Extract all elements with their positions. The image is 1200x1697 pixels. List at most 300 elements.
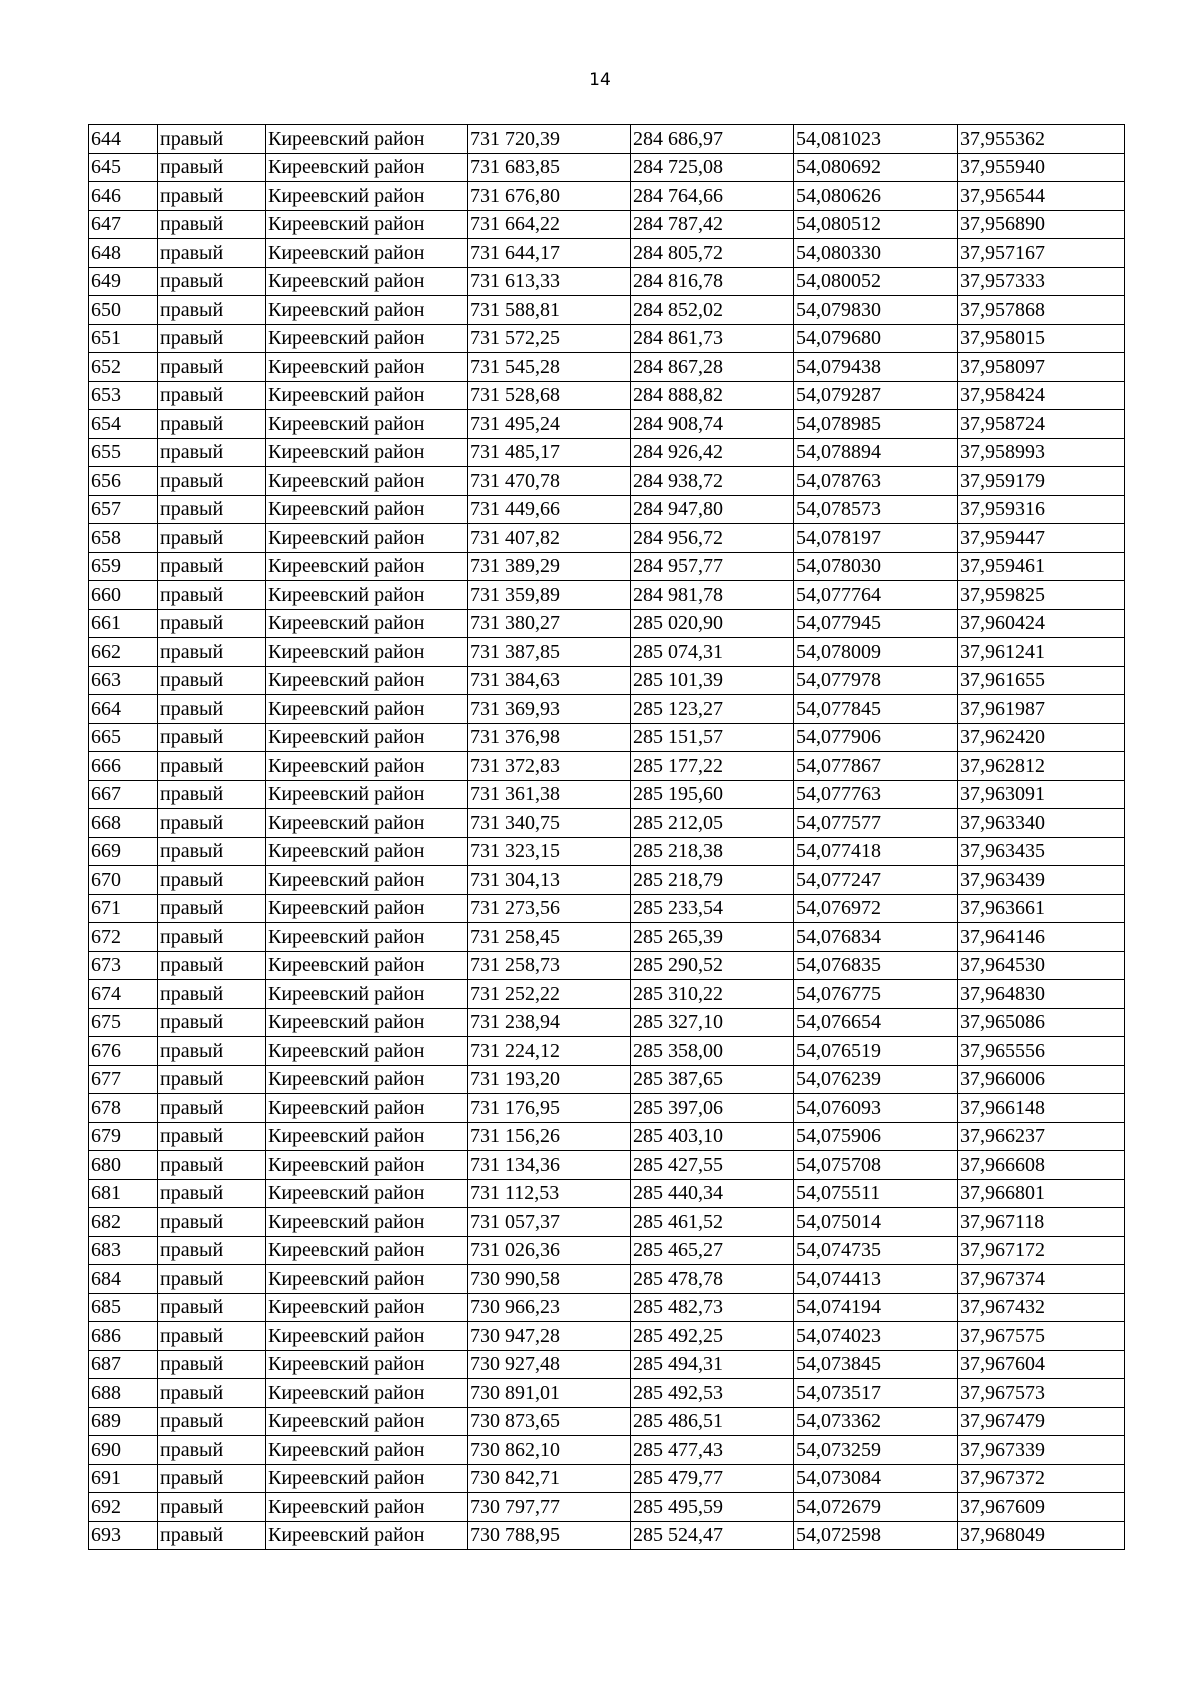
y-coordinate-cell: 285 478,78 [631, 1265, 794, 1294]
table-row [89, 1122, 1125, 1151]
latitude-cell: 54,079438 [794, 353, 958, 382]
x-coordinate-cell: 731 112,53 [468, 1179, 631, 1208]
longitude-cell: 37,964530 [958, 951, 1125, 980]
point-number-cell: 668 [89, 809, 158, 838]
bank-cell: правый [158, 239, 266, 268]
table-row [89, 1008, 1125, 1037]
bank-cell: правый [158, 210, 266, 239]
x-coordinate-cell: 731 372,83 [468, 752, 631, 781]
district-cell: Киреевский район [266, 1350, 468, 1379]
x-coordinate-cell: 731 340,75 [468, 809, 631, 838]
latitude-cell: 54,076239 [794, 1065, 958, 1094]
longitude-cell: 37,959179 [958, 467, 1125, 496]
y-coordinate-cell: 285 212,05 [631, 809, 794, 838]
point-number-cell: 661 [89, 609, 158, 638]
table-row [89, 723, 1125, 752]
latitude-cell: 54,076775 [794, 980, 958, 1009]
table-row [89, 210, 1125, 239]
y-coordinate-cell: 284 764,66 [631, 182, 794, 211]
latitude-cell: 54,080330 [794, 239, 958, 268]
district-cell: Киреевский район [266, 239, 468, 268]
table-row [89, 438, 1125, 467]
latitude-cell: 54,072679 [794, 1493, 958, 1522]
longitude-cell: 37,959825 [958, 581, 1125, 610]
latitude-cell: 54,080052 [794, 267, 958, 296]
bank-cell: правый [158, 780, 266, 809]
point-number-cell: 662 [89, 638, 158, 667]
y-coordinate-cell: 284 926,42 [631, 438, 794, 467]
y-coordinate-cell: 285 101,39 [631, 666, 794, 695]
table-row [89, 353, 1125, 382]
bank-cell: правый [158, 638, 266, 667]
point-number-cell: 682 [89, 1208, 158, 1237]
point-number-cell: 685 [89, 1293, 158, 1322]
latitude-cell: 54,080512 [794, 210, 958, 239]
bank-cell: правый [158, 609, 266, 638]
latitude-cell: 54,078763 [794, 467, 958, 496]
longitude-cell: 37,966148 [958, 1094, 1125, 1123]
latitude-cell: 54,076519 [794, 1037, 958, 1066]
point-number-cell: 660 [89, 581, 158, 610]
table-row [89, 837, 1125, 866]
bank-cell: правый [158, 951, 266, 980]
table-row [89, 1407, 1125, 1436]
longitude-cell: 37,967172 [958, 1236, 1125, 1265]
bank-cell: правый [158, 296, 266, 325]
table-row [89, 894, 1125, 923]
longitude-cell: 37,962420 [958, 723, 1125, 752]
point-number-cell: 658 [89, 524, 158, 553]
bank-cell: правый [158, 182, 266, 211]
point-number-cell: 687 [89, 1350, 158, 1379]
longitude-cell: 37,961987 [958, 695, 1125, 724]
x-coordinate-cell: 731 193,20 [468, 1065, 631, 1094]
latitude-cell: 54,078030 [794, 552, 958, 581]
table-row [89, 1322, 1125, 1351]
table-row [89, 923, 1125, 952]
x-coordinate-cell: 731 224,12 [468, 1037, 631, 1066]
longitude-cell: 37,957333 [958, 267, 1125, 296]
latitude-cell: 54,074023 [794, 1322, 958, 1351]
latitude-cell: 54,080692 [794, 153, 958, 182]
longitude-cell: 37,959316 [958, 495, 1125, 524]
x-coordinate-cell: 731 252,22 [468, 980, 631, 1009]
bank-cell: правый [158, 410, 266, 439]
table-row [89, 866, 1125, 895]
x-coordinate-cell: 731 676,80 [468, 182, 631, 211]
y-coordinate-cell: 284 956,72 [631, 524, 794, 553]
table-row [89, 182, 1125, 211]
x-coordinate-cell: 731 258,45 [468, 923, 631, 952]
y-coordinate-cell: 284 787,42 [631, 210, 794, 239]
point-number-cell: 648 [89, 239, 158, 268]
district-cell: Киреевский район [266, 1322, 468, 1351]
table-row [89, 1521, 1125, 1550]
district-cell: Киреевский район [266, 182, 468, 211]
bank-cell: правый [158, 353, 266, 382]
bank-cell: правый [158, 1179, 266, 1208]
y-coordinate-cell: 285 495,59 [631, 1493, 794, 1522]
district-cell: Киреевский район [266, 780, 468, 809]
bank-cell: правый [158, 666, 266, 695]
point-number-cell: 689 [89, 1407, 158, 1436]
x-coordinate-cell: 731 384,63 [468, 666, 631, 695]
table-row [89, 495, 1125, 524]
latitude-cell: 54,079830 [794, 296, 958, 325]
point-number-cell: 644 [89, 125, 158, 154]
x-coordinate-cell: 731 588,81 [468, 296, 631, 325]
point-number-cell: 680 [89, 1151, 158, 1180]
coordinates-table-body [89, 125, 1125, 1550]
point-number-cell: 678 [89, 1094, 158, 1123]
y-coordinate-cell: 284 947,80 [631, 495, 794, 524]
longitude-cell: 37,958993 [958, 438, 1125, 467]
longitude-cell: 37,963435 [958, 837, 1125, 866]
y-coordinate-cell: 285 310,22 [631, 980, 794, 1009]
y-coordinate-cell: 285 074,31 [631, 638, 794, 667]
bank-cell: правый [158, 324, 266, 353]
district-cell: Киреевский район [266, 1008, 468, 1037]
x-coordinate-cell: 731 380,27 [468, 609, 631, 638]
y-coordinate-cell: 285 482,73 [631, 1293, 794, 1322]
point-number-cell: 663 [89, 666, 158, 695]
x-coordinate-cell: 731 407,82 [468, 524, 631, 553]
x-coordinate-cell: 730 947,28 [468, 1322, 631, 1351]
bank-cell: правый [158, 1208, 266, 1237]
y-coordinate-cell: 284 981,78 [631, 581, 794, 610]
district-cell: Киреевский район [266, 1122, 468, 1151]
district-cell: Киреевский район [266, 438, 468, 467]
district-cell: Киреевский район [266, 666, 468, 695]
district-cell: Киреевский район [266, 1265, 468, 1294]
district-cell: Киреевский район [266, 296, 468, 325]
longitude-cell: 37,965556 [958, 1037, 1125, 1066]
district-cell: Киреевский район [266, 552, 468, 581]
y-coordinate-cell: 285 477,43 [631, 1436, 794, 1465]
district-cell: Киреевский район [266, 1521, 468, 1550]
latitude-cell: 54,077867 [794, 752, 958, 781]
bank-cell: правый [158, 1436, 266, 1465]
table-row [89, 324, 1125, 353]
x-coordinate-cell: 731 369,93 [468, 695, 631, 724]
y-coordinate-cell: 285 358,00 [631, 1037, 794, 1066]
x-coordinate-cell: 730 927,48 [468, 1350, 631, 1379]
x-coordinate-cell: 730 862,10 [468, 1436, 631, 1465]
table-row [89, 125, 1125, 154]
bank-cell: правый [158, 1493, 266, 1522]
bank-cell: правый [158, 524, 266, 553]
y-coordinate-cell: 285 327,10 [631, 1008, 794, 1037]
point-number-cell: 652 [89, 353, 158, 382]
district-cell: Киреевский район [266, 1208, 468, 1237]
latitude-cell: 54,076093 [794, 1094, 958, 1123]
latitude-cell: 54,076834 [794, 923, 958, 952]
district-cell: Киреевский район [266, 980, 468, 1009]
x-coordinate-cell: 731 545,28 [468, 353, 631, 382]
point-number-cell: 690 [89, 1436, 158, 1465]
y-coordinate-cell: 285 387,65 [631, 1065, 794, 1094]
point-number-cell: 659 [89, 552, 158, 581]
longitude-cell: 37,968049 [958, 1521, 1125, 1550]
y-coordinate-cell: 284 686,97 [631, 125, 794, 154]
y-coordinate-cell: 284 908,74 [631, 410, 794, 439]
point-number-cell: 667 [89, 780, 158, 809]
latitude-cell: 54,072598 [794, 1521, 958, 1550]
district-cell: Киреевский район [266, 581, 468, 610]
point-number-cell: 677 [89, 1065, 158, 1094]
x-coordinate-cell: 731 323,15 [468, 837, 631, 866]
bank-cell: правый [158, 866, 266, 895]
longitude-cell: 37,963091 [958, 780, 1125, 809]
district-cell: Киреевский район [266, 695, 468, 724]
latitude-cell: 54,073259 [794, 1436, 958, 1465]
table-row [89, 780, 1125, 809]
point-number-cell: 691 [89, 1464, 158, 1493]
latitude-cell: 54,078009 [794, 638, 958, 667]
latitude-cell: 54,074735 [794, 1236, 958, 1265]
x-coordinate-cell: 731 376,98 [468, 723, 631, 752]
point-number-cell: 675 [89, 1008, 158, 1037]
latitude-cell: 54,078197 [794, 524, 958, 553]
district-cell: Киреевский район [266, 837, 468, 866]
bank-cell: правый [158, 695, 266, 724]
latitude-cell: 54,077418 [794, 837, 958, 866]
bank-cell: правый [158, 381, 266, 410]
district-cell: Киреевский район [266, 866, 468, 895]
district-cell: Киреевский район [266, 951, 468, 980]
bank-cell: правый [158, 552, 266, 581]
district-cell: Киреевский район [266, 467, 468, 496]
x-coordinate-cell: 730 966,23 [468, 1293, 631, 1322]
y-coordinate-cell: 285 465,27 [631, 1236, 794, 1265]
district-cell: Киреевский район [266, 752, 468, 781]
bank-cell: правый [158, 581, 266, 610]
point-number-cell: 684 [89, 1265, 158, 1294]
point-number-cell: 645 [89, 153, 158, 182]
longitude-cell: 37,964146 [958, 923, 1125, 952]
bank-cell: правый [158, 1265, 266, 1294]
bank-cell: правый [158, 1464, 266, 1493]
point-number-cell: 653 [89, 381, 158, 410]
y-coordinate-cell: 284 725,08 [631, 153, 794, 182]
district-cell: Киреевский район [266, 153, 468, 182]
table-row [89, 381, 1125, 410]
latitude-cell: 54,074194 [794, 1293, 958, 1322]
x-coordinate-cell: 731 389,29 [468, 552, 631, 581]
latitude-cell: 54,077247 [794, 866, 958, 895]
latitude-cell: 54,074413 [794, 1265, 958, 1294]
table-row [89, 951, 1125, 980]
longitude-cell: 37,964830 [958, 980, 1125, 1009]
bank-cell: правый [158, 752, 266, 781]
table-row [89, 1179, 1125, 1208]
table-row [89, 638, 1125, 667]
point-number-cell: 679 [89, 1122, 158, 1151]
y-coordinate-cell: 285 195,60 [631, 780, 794, 809]
table-row [89, 296, 1125, 325]
point-number-cell: 649 [89, 267, 158, 296]
bank-cell: правый [158, 125, 266, 154]
y-coordinate-cell: 284 861,73 [631, 324, 794, 353]
point-number-cell: 651 [89, 324, 158, 353]
latitude-cell: 54,073517 [794, 1379, 958, 1408]
district-cell: Киреевский район [266, 267, 468, 296]
bank-cell: правый [158, 723, 266, 752]
table-row [89, 1379, 1125, 1408]
y-coordinate-cell: 284 805,72 [631, 239, 794, 268]
point-number-cell: 688 [89, 1379, 158, 1408]
latitude-cell: 54,077577 [794, 809, 958, 838]
point-number-cell: 654 [89, 410, 158, 439]
x-coordinate-cell: 731 495,24 [468, 410, 631, 439]
longitude-cell: 37,967374 [958, 1265, 1125, 1294]
y-coordinate-cell: 285 486,51 [631, 1407, 794, 1436]
longitude-cell: 37,958015 [958, 324, 1125, 353]
bank-cell: правый [158, 923, 266, 952]
latitude-cell: 54,075014 [794, 1208, 958, 1237]
x-coordinate-cell: 731 664,22 [468, 210, 631, 239]
bank-cell: правый [158, 980, 266, 1009]
longitude-cell: 37,965086 [958, 1008, 1125, 1037]
district-cell: Киреевский район [266, 1151, 468, 1180]
bank-cell: правый [158, 467, 266, 496]
longitude-cell: 37,967118 [958, 1208, 1125, 1237]
longitude-cell: 37,960424 [958, 609, 1125, 638]
longitude-cell: 37,957868 [958, 296, 1125, 325]
bank-cell: правый [158, 1236, 266, 1265]
longitude-cell: 37,967575 [958, 1322, 1125, 1351]
x-coordinate-cell: 731 485,17 [468, 438, 631, 467]
longitude-cell: 37,967339 [958, 1436, 1125, 1465]
bank-cell: правый [158, 1122, 266, 1151]
point-number-cell: 671 [89, 894, 158, 923]
district-cell: Киреевский район [266, 723, 468, 752]
table-row [89, 1236, 1125, 1265]
bank-cell: правый [158, 1151, 266, 1180]
latitude-cell: 54,077763 [794, 780, 958, 809]
x-coordinate-cell: 730 797,77 [468, 1493, 631, 1522]
y-coordinate-cell: 284 867,28 [631, 353, 794, 382]
x-coordinate-cell: 731 361,38 [468, 780, 631, 809]
longitude-cell: 37,967604 [958, 1350, 1125, 1379]
longitude-cell: 37,967479 [958, 1407, 1125, 1436]
x-coordinate-cell: 730 990,58 [468, 1265, 631, 1294]
y-coordinate-cell: 284 816,78 [631, 267, 794, 296]
longitude-cell: 37,956544 [958, 182, 1125, 211]
point-number-cell: 669 [89, 837, 158, 866]
y-coordinate-cell: 285 427,55 [631, 1151, 794, 1180]
latitude-cell: 54,077764 [794, 581, 958, 610]
longitude-cell: 37,959461 [958, 552, 1125, 581]
point-number-cell: 686 [89, 1322, 158, 1351]
latitude-cell: 54,076972 [794, 894, 958, 923]
y-coordinate-cell: 285 151,57 [631, 723, 794, 752]
y-coordinate-cell: 284 938,72 [631, 467, 794, 496]
latitude-cell: 54,077978 [794, 666, 958, 695]
point-number-cell: 646 [89, 182, 158, 211]
bank-cell: правый [158, 1379, 266, 1408]
point-number-cell: 693 [89, 1521, 158, 1550]
district-cell: Киреевский район [266, 923, 468, 952]
table-row [89, 581, 1125, 610]
table-row [89, 524, 1125, 553]
bank-cell: правый [158, 1350, 266, 1379]
x-coordinate-cell: 730 873,65 [468, 1407, 631, 1436]
x-coordinate-cell: 731 176,95 [468, 1094, 631, 1123]
x-coordinate-cell: 731 528,68 [468, 381, 631, 410]
latitude-cell: 54,075906 [794, 1122, 958, 1151]
bank-cell: правый [158, 894, 266, 923]
x-coordinate-cell: 731 273,56 [468, 894, 631, 923]
district-cell: Киреевский район [266, 638, 468, 667]
longitude-cell: 37,966608 [958, 1151, 1125, 1180]
x-coordinate-cell: 731 470,78 [468, 467, 631, 496]
longitude-cell: 37,958424 [958, 381, 1125, 410]
x-coordinate-cell: 730 842,71 [468, 1464, 631, 1493]
x-coordinate-cell: 731 387,85 [468, 638, 631, 667]
point-number-cell: 683 [89, 1236, 158, 1265]
point-number-cell: 666 [89, 752, 158, 781]
latitude-cell: 54,076654 [794, 1008, 958, 1037]
y-coordinate-cell: 285 218,79 [631, 866, 794, 895]
point-number-cell: 647 [89, 210, 158, 239]
x-coordinate-cell: 730 891,01 [468, 1379, 631, 1408]
point-number-cell: 664 [89, 695, 158, 724]
bank-cell: правый [158, 495, 266, 524]
bank-cell: правый [158, 267, 266, 296]
longitude-cell: 37,961241 [958, 638, 1125, 667]
table-row [89, 1350, 1125, 1379]
latitude-cell: 54,081023 [794, 125, 958, 154]
x-coordinate-cell: 731 644,17 [468, 239, 631, 268]
latitude-cell: 54,073362 [794, 1407, 958, 1436]
bank-cell: правый [158, 837, 266, 866]
district-cell: Киреевский район [266, 524, 468, 553]
bank-cell: правый [158, 1008, 266, 1037]
district-cell: Киреевский район [266, 1464, 468, 1493]
x-coordinate-cell: 731 238,94 [468, 1008, 631, 1037]
district-cell: Киреевский район [266, 1065, 468, 1094]
longitude-cell: 37,958097 [958, 353, 1125, 382]
y-coordinate-cell: 285 494,31 [631, 1350, 794, 1379]
point-number-cell: 674 [89, 980, 158, 1009]
bank-cell: правый [158, 1293, 266, 1322]
x-coordinate-cell: 731 258,73 [468, 951, 631, 980]
table-row [89, 467, 1125, 496]
longitude-cell: 37,959447 [958, 524, 1125, 553]
table-row [89, 239, 1125, 268]
table-row [89, 1208, 1125, 1237]
latitude-cell: 54,073084 [794, 1464, 958, 1493]
table-row [89, 1151, 1125, 1180]
table-row [89, 1293, 1125, 1322]
district-cell: Киреевский район [266, 1179, 468, 1208]
point-number-cell: 650 [89, 296, 158, 325]
district-cell: Киреевский район [266, 324, 468, 353]
latitude-cell: 54,079287 [794, 381, 958, 410]
longitude-cell: 37,955940 [958, 153, 1125, 182]
y-coordinate-cell: 285 290,52 [631, 951, 794, 980]
district-cell: Киреевский район [266, 1236, 468, 1265]
table-row [89, 1065, 1125, 1094]
coordinates-table [88, 124, 1125, 1550]
y-coordinate-cell: 285 177,22 [631, 752, 794, 781]
district-cell: Киреевский район [266, 1407, 468, 1436]
district-cell: Киреевский район [266, 1293, 468, 1322]
point-number-cell: 656 [89, 467, 158, 496]
district-cell: Киреевский район [266, 353, 468, 382]
point-number-cell: 672 [89, 923, 158, 952]
